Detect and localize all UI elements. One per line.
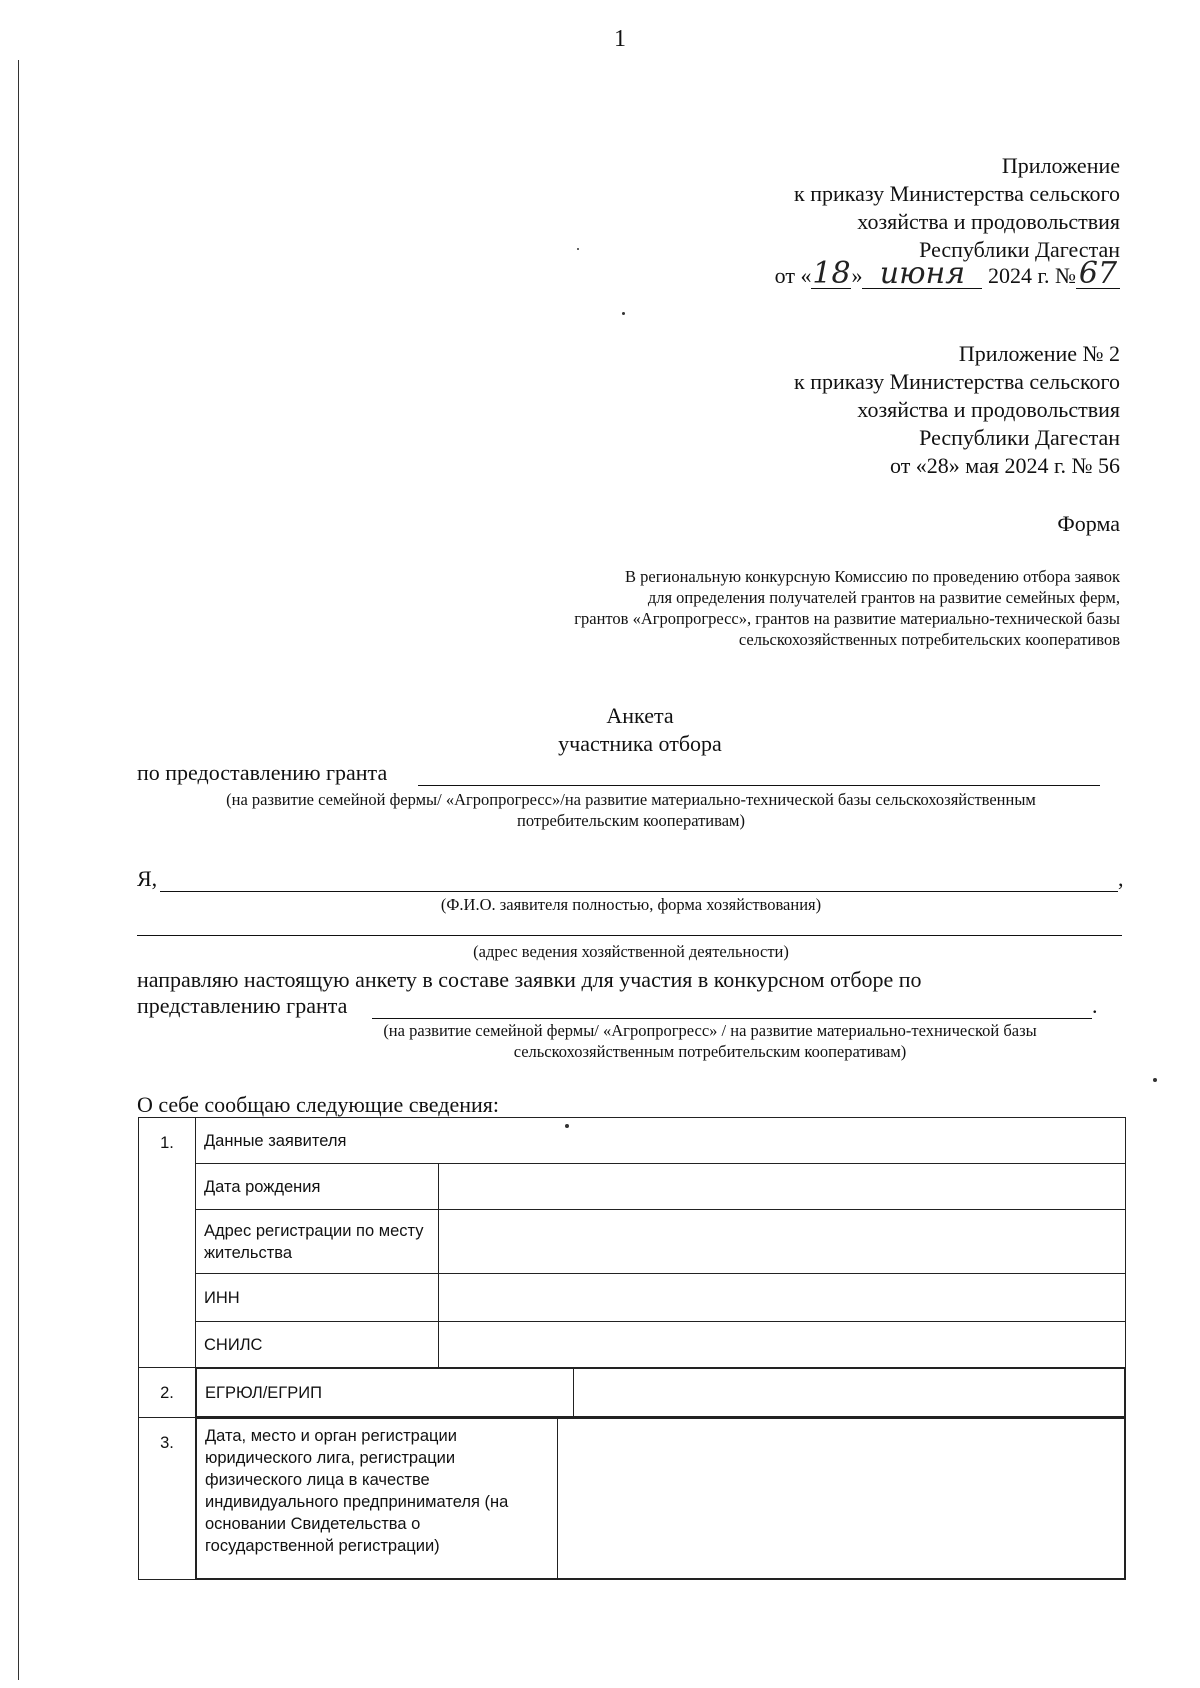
field-value-registration-address[interactable] [439, 1210, 1126, 1274]
grant-hint-line: потребительским кооперативам) [517, 811, 745, 830]
date-number-handwritten: 67 [1076, 260, 1120, 289]
field-value-birth-date[interactable] [439, 1164, 1126, 1210]
title-line: Анкета [606, 703, 674, 728]
date-day-handwritten: 18 [812, 256, 851, 291]
appendix-top-line: хозяйства и продовольствия [857, 209, 1120, 234]
send-fill-line [372, 1018, 1092, 1019]
grant-hint [137, 789, 1125, 831]
scan-edge-line [18, 60, 19, 1680]
date-prefix: от « [774, 263, 812, 288]
field-value-registration[interactable] [558, 1419, 1125, 1579]
appendix-two-line: Приложение № 2 [958, 341, 1120, 366]
send-hint-line: сельскохозяйственным потребительским кооперативам) [513, 1042, 907, 1061]
row-registration [196, 1418, 1126, 1580]
date-month-handwritten: июня [862, 260, 982, 289]
address-fill-line [137, 935, 1122, 936]
row-registration-inner [196, 1418, 1125, 1579]
field-value-inn[interactable] [439, 1274, 1126, 1322]
scan-speck [577, 248, 579, 250]
field-value-snils[interactable] [439, 1322, 1126, 1368]
document-title [540, 702, 740, 758]
commission-line: грантов «Агропрогресс», грантов на развитие материально-технической базы [574, 609, 1120, 628]
field-label-registration: Дата, место и орган регистрации юридического лига, регистрации физического лица в качестве индивидуального предпринимателя (на основании Свидетельства о государственной регистрации) [197, 1419, 558, 1579]
title-line: участника отбора [558, 731, 722, 756]
commission-line: В региональную конкурсную Комиссию по проведению отбора заявок [625, 567, 1120, 586]
appendix-two-line: хозяйства и продовольствия [857, 397, 1120, 422]
row-egrul-inner [196, 1368, 1125, 1417]
appendix-top-line: к приказу Министерства сельского [794, 181, 1120, 206]
field-label-inn: ИНН [196, 1274, 439, 1322]
appendix-two-line: от «28» мая 2024 г. № 56 [889, 453, 1120, 478]
grant-hint-line: (на развитие семейной фермы/ «Агропрогресс»/на развитие материально-технической базы сельскохозяйственным [226, 790, 1036, 809]
field-label-snils: СНИЛС [196, 1322, 439, 1368]
appendix-top-date [774, 256, 1120, 291]
grant-label: по предоставлению гранта [137, 760, 388, 785]
commission-address [574, 566, 1120, 650]
page-number: 1 [614, 26, 626, 52]
about-label: О себе сообщаю следующие сведения: [137, 1092, 500, 1117]
commission-line: сельскохозяйственных потребительских кооперативов [738, 630, 1120, 649]
field-label-birth-date: Дата рождения [196, 1164, 439, 1210]
applicant-info-table [138, 1117, 1126, 1580]
field-label-egrul: ЕГРЮЛ/ЕГРИП [197, 1369, 574, 1417]
address-hint: (адрес ведения хозяйственной деятельности) [473, 942, 789, 961]
appendix-two-line: к приказу Министерства сельского [794, 369, 1120, 394]
form-label: Форма [1057, 511, 1120, 536]
send-dot: . [1092, 993, 1098, 1018]
date-year: 2024 г. № [987, 263, 1076, 288]
send-line: направляю настоящую анкету в составе заявки для участия в конкурсном отборе по [137, 967, 922, 992]
date-mid: » [851, 263, 863, 288]
row-egrul [196, 1368, 1126, 1418]
appendix-top [775, 152, 1120, 290]
row-number: 3. [139, 1418, 196, 1580]
send-hint-line: (на развитие семейной фермы/ «Агропрогресс» / на развитие материально-технической базы [383, 1021, 1037, 1040]
send-line-2: представлению гранта [137, 993, 348, 1018]
commission-line: для определения получателей грантов на развитие семейных ферм, [647, 588, 1120, 607]
row-number: 2. [139, 1368, 196, 1418]
field-label-registration-address: Адрес регистрации по месту жительства [196, 1210, 439, 1274]
row-title-applicant: Данные заявителя [196, 1118, 1126, 1164]
ya-label: Я, [137, 866, 158, 891]
grant-fill-line [418, 785, 1100, 786]
fio-hint: (Ф.И.О. заявителя полностью, форма хозяйствования) [440, 895, 822, 914]
scan-speck [622, 312, 625, 315]
fio-fill-line [160, 891, 1118, 892]
appendix-two-line: Республики Дагестан [919, 425, 1120, 450]
row-number: 1. [139, 1118, 196, 1368]
scan-speck [565, 1124, 569, 1128]
field-value-egrul[interactable] [574, 1369, 1125, 1417]
appendix-two [794, 340, 1120, 480]
ya-comma: , [1118, 866, 1124, 891]
scan-speck [1153, 1078, 1157, 1082]
appendix-top-line: Приложение [1001, 153, 1120, 178]
appendix-top-line: Республики Дагестан [919, 237, 1120, 262]
send-hint [300, 1020, 1120, 1062]
